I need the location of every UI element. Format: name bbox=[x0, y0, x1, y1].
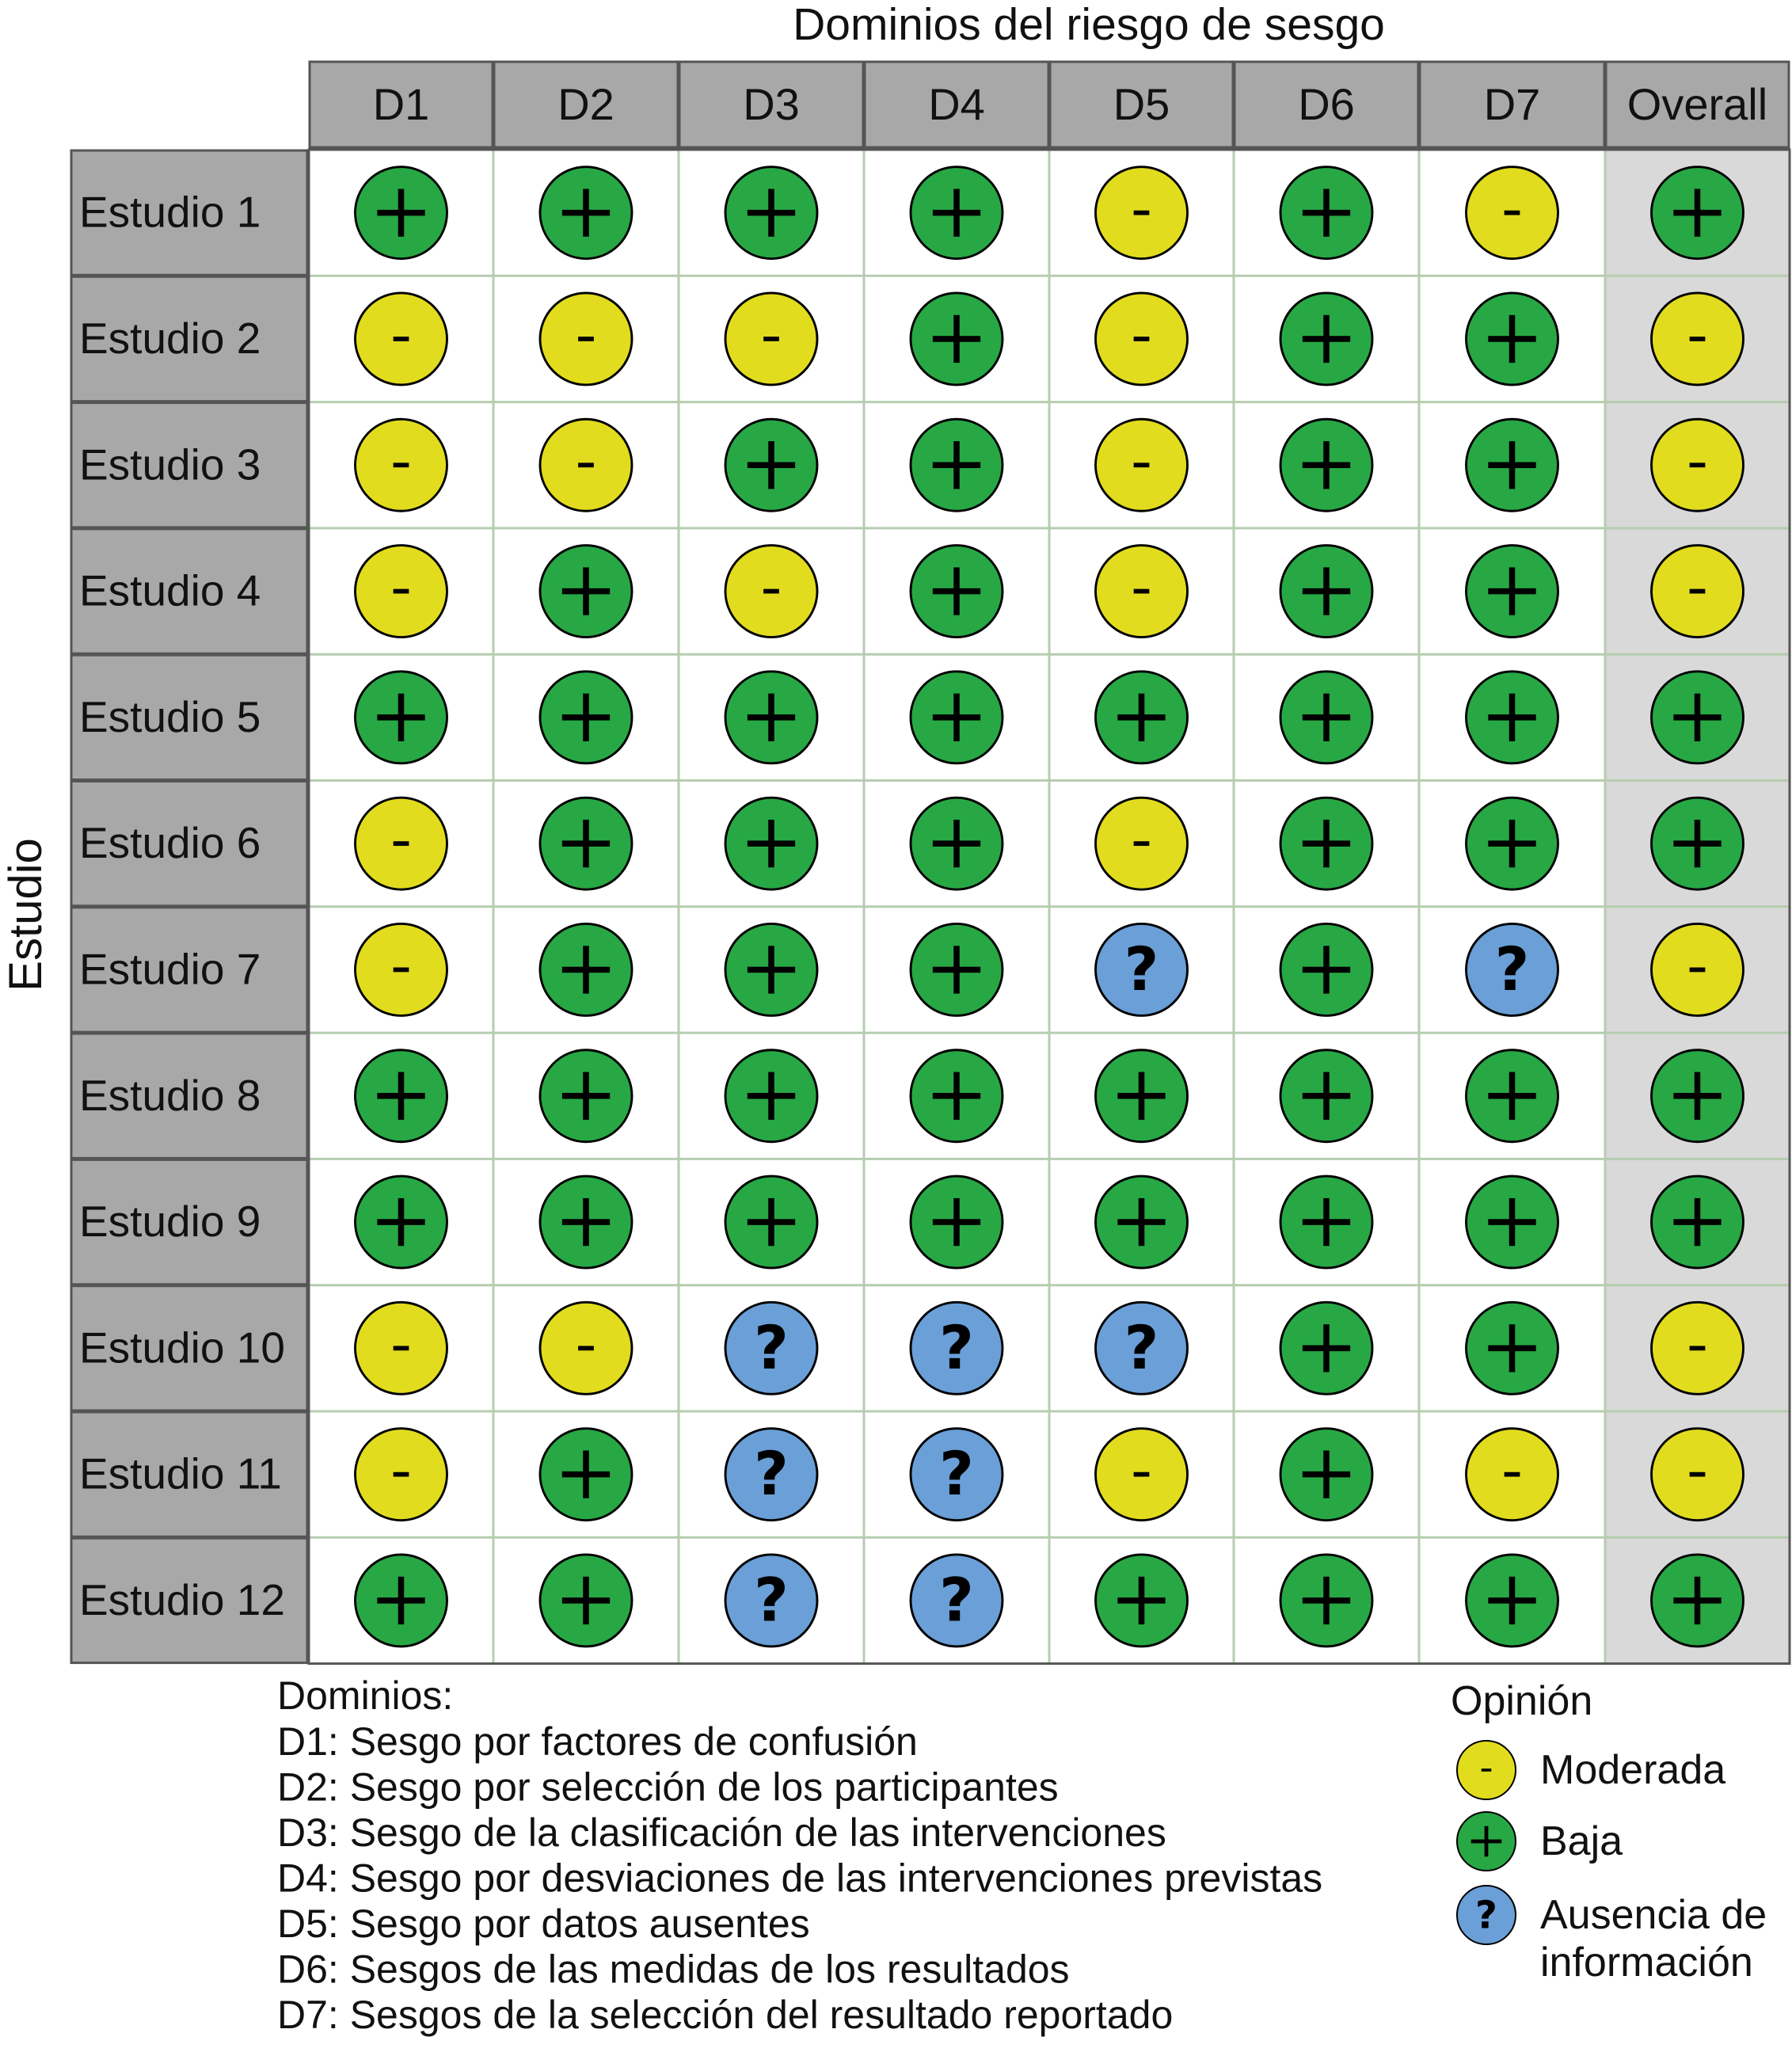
legend-label: Moderada bbox=[1540, 1747, 1726, 1793]
plus-icon bbox=[583, 567, 589, 615]
y-axis-label: Estudio bbox=[0, 838, 51, 992]
row-label: Estudio 11 bbox=[79, 1449, 282, 1498]
legend-title: Opinión bbox=[1451, 1678, 1593, 1724]
plus-icon bbox=[398, 1072, 405, 1120]
plus-icon bbox=[398, 188, 405, 236]
column-header-label: D5 bbox=[1113, 79, 1170, 129]
minus-icon bbox=[394, 841, 409, 846]
plus-icon bbox=[1323, 1324, 1330, 1372]
row-label: Estudio 4 bbox=[79, 565, 261, 615]
plus-icon bbox=[583, 1577, 589, 1624]
minus-icon bbox=[1690, 589, 1706, 594]
minus-icon bbox=[1134, 463, 1150, 467]
row-label: Estudio 10 bbox=[79, 1323, 285, 1372]
plus-icon bbox=[768, 694, 774, 741]
plus-icon bbox=[1323, 188, 1330, 236]
column-header-label: D4 bbox=[928, 79, 985, 129]
row-label: Estudio 7 bbox=[79, 944, 261, 994]
plus-icon bbox=[1139, 694, 1145, 741]
column-header-label: D2 bbox=[557, 79, 614, 129]
question-icon: ? bbox=[939, 1565, 974, 1635]
domains-note-title: Dominios: bbox=[277, 1673, 454, 1718]
plus-icon bbox=[1323, 1577, 1330, 1624]
minus-icon bbox=[1134, 337, 1150, 341]
row-label: Estudio 3 bbox=[79, 440, 261, 489]
minus-icon bbox=[1690, 968, 1706, 973]
plus-icon bbox=[398, 1577, 405, 1624]
plus-icon bbox=[953, 1198, 960, 1246]
minus-icon bbox=[578, 337, 594, 341]
domain-definition: D5: Sesgo por datos ausentes bbox=[277, 1902, 810, 1946]
plus-icon bbox=[953, 694, 960, 741]
legend-label: información bbox=[1540, 1940, 1753, 1985]
plus-icon bbox=[583, 946, 589, 993]
question-icon: ? bbox=[754, 1312, 789, 1383]
plus-icon bbox=[1323, 1450, 1330, 1498]
plus-icon bbox=[768, 1198, 774, 1246]
plus-icon bbox=[1509, 441, 1516, 489]
plus-icon bbox=[1509, 315, 1516, 363]
plus-icon bbox=[583, 1072, 589, 1120]
minus-icon bbox=[763, 589, 779, 594]
question-icon: ? bbox=[754, 1565, 789, 1635]
plus-icon bbox=[953, 567, 960, 615]
minus-icon bbox=[1482, 1768, 1492, 1772]
plus-icon bbox=[583, 1198, 589, 1246]
question-icon: ? bbox=[1494, 934, 1530, 1004]
column-header-label: D3 bbox=[743, 79, 800, 129]
domain-definition: D2: Sesgo por selección de los participantes bbox=[277, 1765, 1059, 1810]
column-header-label: D6 bbox=[1298, 79, 1355, 129]
minus-icon bbox=[394, 589, 409, 594]
plus-icon bbox=[1323, 315, 1330, 363]
plus-icon bbox=[1695, 820, 1701, 867]
plus-icon bbox=[398, 1198, 405, 1246]
plus-icon bbox=[1509, 1198, 1516, 1246]
plus-icon bbox=[1509, 567, 1516, 615]
minus-icon bbox=[763, 337, 779, 341]
plus-icon bbox=[583, 188, 589, 236]
plus-icon bbox=[953, 946, 960, 993]
plus-icon bbox=[1139, 1577, 1145, 1624]
domain-definition: D1: Sesgo por factores de confusión bbox=[277, 1719, 918, 1764]
plus-icon bbox=[583, 820, 589, 867]
plus-icon bbox=[953, 1072, 960, 1120]
plus-icon bbox=[583, 1450, 589, 1498]
question-icon: ? bbox=[754, 1439, 789, 1509]
plus-icon bbox=[953, 441, 960, 489]
plus-icon bbox=[1323, 694, 1330, 741]
minus-icon bbox=[1505, 211, 1520, 215]
plus-icon bbox=[1695, 694, 1701, 741]
plus-icon bbox=[1509, 1324, 1516, 1372]
plus-icon bbox=[1323, 441, 1330, 489]
minus-icon bbox=[394, 463, 409, 467]
row-label: Estudio 12 bbox=[79, 1574, 285, 1624]
minus-icon bbox=[394, 1346, 409, 1350]
row-label: Estudio 2 bbox=[79, 313, 261, 363]
row-label: Estudio 6 bbox=[79, 818, 261, 868]
minus-icon bbox=[1134, 841, 1150, 846]
minus-icon bbox=[1690, 463, 1706, 467]
plus-icon bbox=[1509, 1072, 1516, 1120]
plus-icon bbox=[1139, 1198, 1145, 1246]
plus-icon bbox=[768, 820, 774, 867]
plus-icon bbox=[1323, 946, 1330, 993]
row-label: Estudio 8 bbox=[79, 1070, 261, 1120]
plus-icon bbox=[768, 946, 774, 993]
domain-definition: D7: Sesgos de la selección del resultado reportado bbox=[277, 1993, 1174, 2037]
plus-icon bbox=[768, 1072, 774, 1120]
plus-icon bbox=[583, 694, 589, 741]
plus-icon bbox=[1323, 820, 1330, 867]
plus-icon bbox=[768, 441, 774, 489]
minus-icon bbox=[394, 337, 409, 341]
minus-icon bbox=[1134, 589, 1150, 594]
plus-icon bbox=[1509, 1577, 1516, 1624]
column-header-label: Overall bbox=[1626, 79, 1768, 129]
chart-title: Dominios del riesgo de sesgo bbox=[793, 0, 1385, 50]
plus-icon bbox=[398, 694, 405, 741]
legend bbox=[1451, 1678, 1767, 1985]
question-icon: ? bbox=[1475, 1893, 1497, 1938]
plus-icon bbox=[1139, 1072, 1145, 1120]
minus-icon bbox=[1134, 1472, 1150, 1477]
row-label: Estudio 1 bbox=[79, 187, 261, 237]
domain-definition: D4: Sesgo por desviaciones de las intervenciones previstas bbox=[277, 1856, 1323, 1901]
minus-icon bbox=[394, 1472, 409, 1477]
minus-icon bbox=[1690, 337, 1706, 341]
plus-icon bbox=[1695, 1072, 1701, 1120]
column-header-label: D1 bbox=[372, 79, 430, 129]
legend-label: Ausencia de bbox=[1540, 1892, 1767, 1938]
plus-icon bbox=[1695, 188, 1701, 236]
question-icon: ? bbox=[939, 1439, 974, 1509]
minus-icon bbox=[394, 968, 409, 973]
plus-icon bbox=[1323, 1072, 1330, 1120]
plus-icon bbox=[1323, 567, 1330, 615]
plus-icon bbox=[1485, 1826, 1489, 1856]
legend-label: Baja bbox=[1540, 1818, 1623, 1864]
row-label: Estudio 9 bbox=[79, 1197, 261, 1247]
plus-icon bbox=[768, 188, 774, 236]
row-label: Estudio 5 bbox=[79, 691, 261, 741]
minus-icon bbox=[1690, 1472, 1706, 1477]
minus-icon bbox=[1690, 1346, 1706, 1350]
minus-icon bbox=[1134, 211, 1150, 215]
plus-icon bbox=[953, 188, 960, 236]
domain-definition: D6: Sesgos de las medidas de los resultados bbox=[277, 1947, 1070, 1992]
plus-icon bbox=[1695, 1577, 1701, 1624]
minus-icon bbox=[1505, 1472, 1520, 1477]
column-header-label: D7 bbox=[1483, 79, 1541, 129]
minus-icon bbox=[578, 1346, 594, 1350]
plus-icon bbox=[1323, 1198, 1330, 1246]
question-icon: ? bbox=[1124, 1312, 1159, 1383]
question-icon: ? bbox=[939, 1312, 974, 1383]
question-icon: ? bbox=[1124, 934, 1159, 1004]
plus-icon bbox=[953, 820, 960, 867]
domain-definition: D3: Sesgo de la clasificación de las intervenciones bbox=[277, 1810, 1166, 1855]
plus-icon bbox=[1509, 694, 1516, 741]
plus-icon bbox=[953, 315, 960, 363]
minus-icon bbox=[578, 463, 594, 467]
plus-icon bbox=[1509, 820, 1516, 867]
plus-icon bbox=[1695, 1198, 1701, 1246]
